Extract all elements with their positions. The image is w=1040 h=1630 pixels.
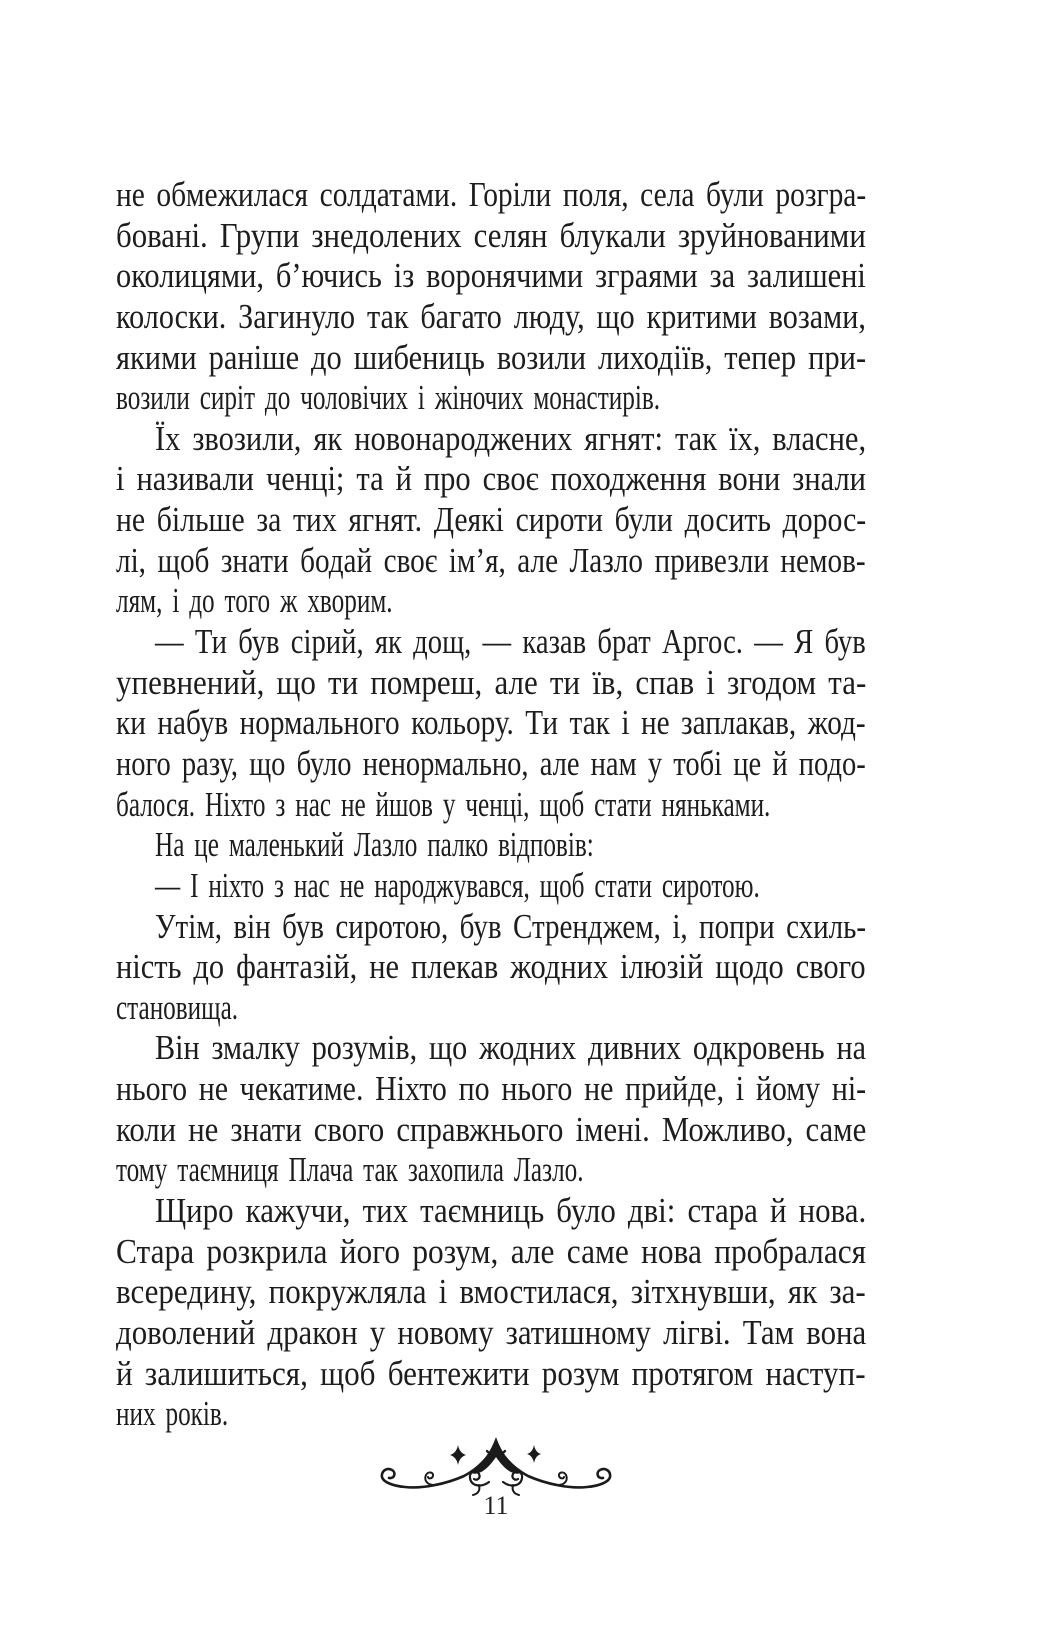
text-line (116, 175, 866, 216)
text-line (116, 663, 866, 704)
text-line-content: возили сиріт до чоловічих і жіночих монастирів. (116, 378, 661, 418)
text-line (116, 297, 866, 338)
text-line-content: Їх звозили, як новонароджених ягнят: так їх, власне, (155, 418, 867, 458)
text-line (116, 744, 866, 785)
text-line-content: них років. (116, 1394, 229, 1434)
text-line (116, 988, 866, 1029)
text-line-content: Утім, він був сиротою, був Стренджем, і, попри схиль- (155, 906, 867, 946)
text-line-content: колоски. Загинуло так багато люду, що критими возами, (116, 296, 866, 336)
text-line-content: не обмежилася солдатами. Горіли поля, села були розгра- (116, 175, 867, 214)
text-line-content: — І ніхто з нас не народжувався, щоб стати сиротою. (155, 865, 760, 905)
text-line (116, 1394, 866, 1435)
text-line (116, 1028, 866, 1069)
text-line (116, 1232, 866, 1273)
text-line (116, 947, 866, 988)
text-line (116, 703, 866, 744)
text-line (116, 459, 866, 500)
text-line (116, 785, 866, 826)
text-line-content: околицями, б’ючись із воронячими зграями за залишені (116, 256, 866, 296)
page-number: 11 (483, 1491, 509, 1520)
text-line-content: бовані. Групи знедолених селян блукали зруйнованими (116, 215, 866, 255)
text-line (116, 622, 866, 663)
text-line-content: Стара розкрила його розум, але саме нова пробралася (116, 1231, 867, 1271)
text-line (116, 1272, 866, 1313)
text-line (116, 1313, 866, 1354)
text-line-content: балося. Ніхто з нас не йшов у ченці, щоб стати няньками. (116, 784, 771, 824)
text-line-content: — Ти був сірий, як дощ, — казав брат Аргос. — Я був (155, 622, 866, 662)
text-line-content: не більше за тих ягнят. Деякі сироти були досить дорос- (116, 500, 867, 540)
text-line-content: лям, і до того ж хворим. (116, 581, 393, 621)
text-line-content: ки набув нормального кольору. Ти так і не заплакав, жод- (116, 703, 866, 743)
text-line-content: становища. (116, 987, 239, 1027)
text-line-content: і називали ченці; та й про своє походження вони знали (116, 459, 866, 499)
text-line (116, 1191, 866, 1232)
text-line (116, 866, 866, 907)
text-line (116, 1110, 866, 1151)
text-line-content: упевнений, що ти помреш, але ти їв, спав і згодом та- (116, 662, 867, 702)
text-line-content: Щиро кажучи, тих таємниць було дві: стара й нова. (155, 1191, 867, 1231)
text-line (116, 825, 866, 866)
body-text (116, 175, 866, 1435)
text-line (116, 338, 866, 379)
text-line (116, 1069, 866, 1110)
text-line-content: тому таємниця Плача так захопила Лазло. (116, 1150, 584, 1190)
text-line (116, 581, 866, 622)
text-line-content: ного разу, що було ненормально, але нам у тобі це й подо- (116, 743, 866, 783)
text-line (116, 378, 866, 419)
text-line (116, 541, 866, 582)
text-line (116, 1354, 866, 1395)
text-line (116, 216, 866, 257)
text-line-content: й залишиться, щоб бентежити розум протягом наступ- (116, 1353, 866, 1393)
text-line-content: якими раніше до шибениць возили лиходіїв, тепер при- (116, 337, 867, 377)
text-line (116, 256, 866, 297)
text-line-content: доволений дракон у новому затишному лігві. Там вона (116, 1312, 867, 1352)
text-line-content: коли не знати свого справжнього імені. Можливо, саме (116, 1109, 867, 1149)
text-line-content: На це маленький Лазло палко відповів: (155, 825, 594, 865)
text-line (116, 907, 866, 948)
text-line-content: лі, щоб знати бодай своє ім’я, але Лазло привезли немов- (116, 540, 866, 580)
text-line-content: Він змалку розумів, що жодних дивних одкровень на (155, 1028, 867, 1068)
text-line (116, 1150, 866, 1191)
text-line (116, 419, 866, 460)
text-line (116, 500, 866, 541)
text-line-content: нього не чекатиме. Ніхто по нього не прийде, і йому ні- (116, 1069, 867, 1109)
text-line-content: всередину, покружляла і вмостилася, зітхнувши, як за- (116, 1272, 866, 1312)
text-line-content: ність до фантазій, не плекав жодних ілюзій щодо свого (116, 947, 866, 987)
